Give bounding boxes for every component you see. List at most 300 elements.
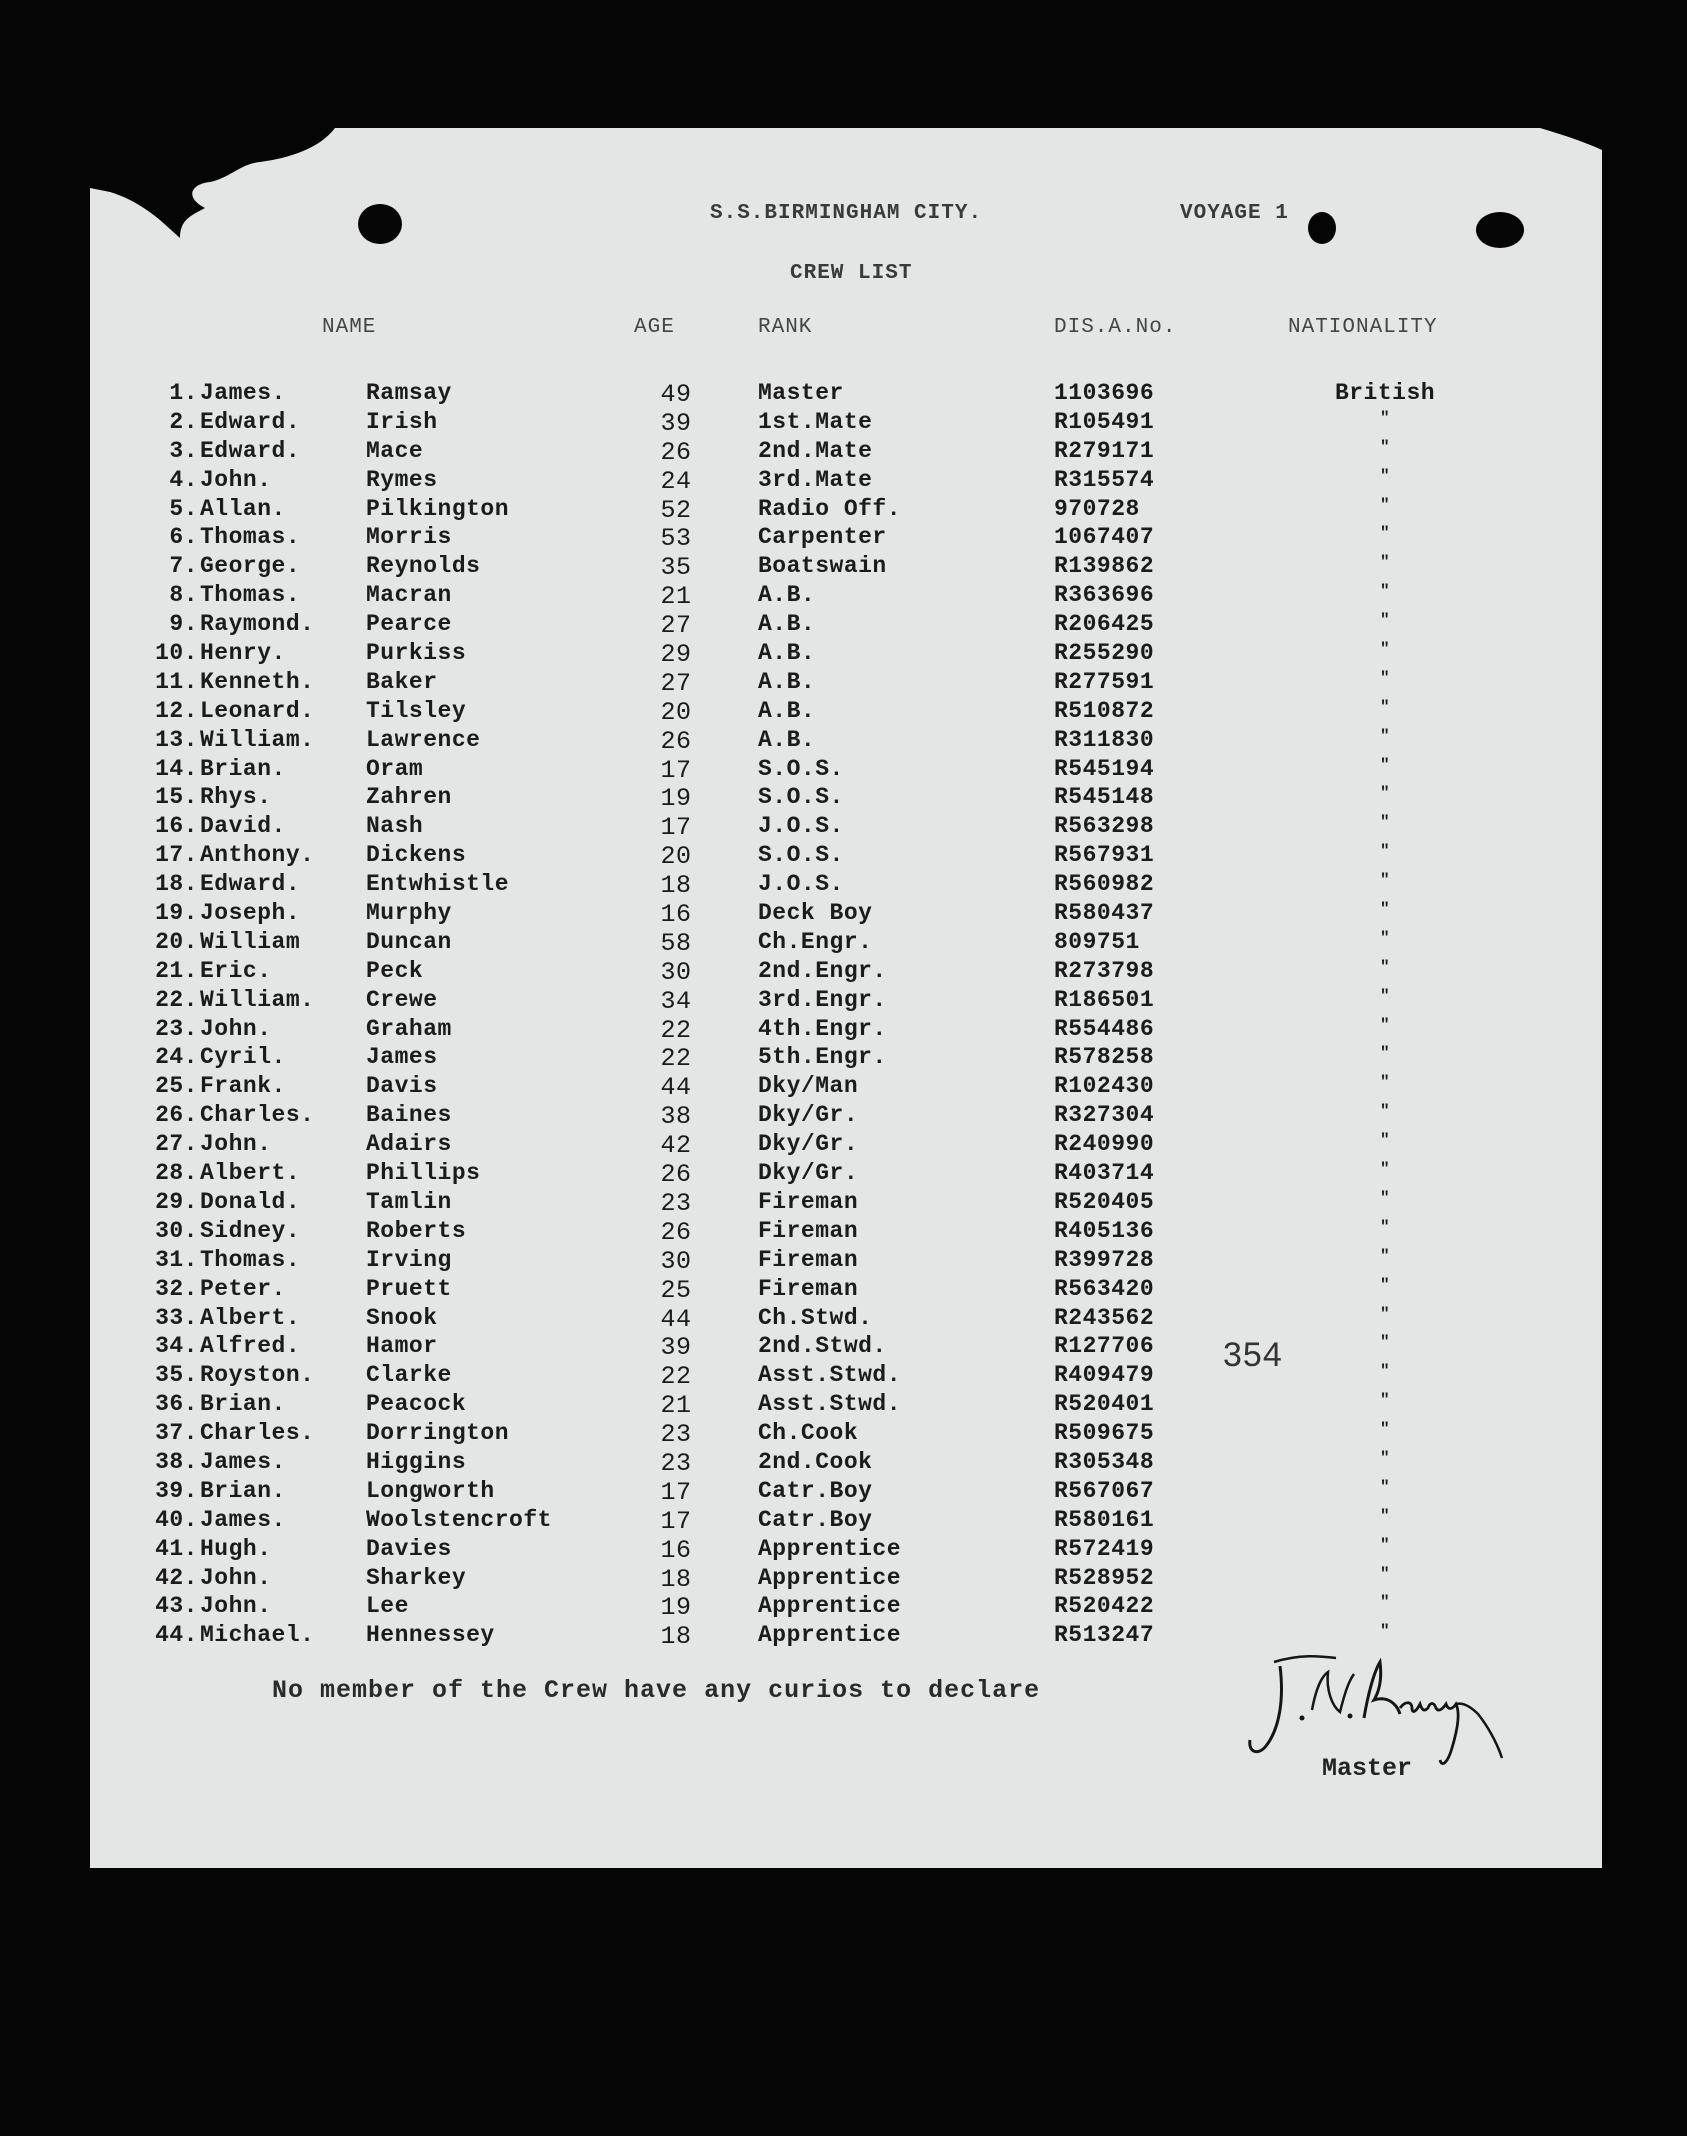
- crew-dis-a-no: R105491: [1054, 408, 1155, 435]
- crew-surname: Morris: [366, 524, 452, 551]
- crew-row: [90, 1593, 1602, 1622]
- crew-number: 27.: [155, 1131, 198, 1158]
- crew-surname: Snook: [366, 1304, 438, 1331]
- crew-nationality: ": [1379, 1131, 1391, 1150]
- crew-row: [90, 698, 1602, 727]
- crew-age: 19: [660, 1593, 692, 1623]
- crew-dis-a-no: R403714: [1054, 1160, 1155, 1187]
- crew-age: 17: [660, 813, 692, 843]
- crew-row: [90, 409, 1602, 438]
- crew-rank: Asst.Stwd.: [758, 1391, 902, 1418]
- crew-row: [90, 1478, 1602, 1507]
- crew-surname: Clarke: [366, 1362, 452, 1389]
- crew-nationality: ": [1379, 1420, 1391, 1439]
- crew-nationality: ": [1379, 1304, 1391, 1323]
- crew-dis-a-no: 809751: [1054, 928, 1140, 955]
- crew-row: [90, 1189, 1602, 1218]
- crew-age: 21: [660, 582, 692, 612]
- crew-dis-a-no: R273798: [1054, 957, 1155, 984]
- crew-age: 58: [660, 928, 692, 958]
- crew-number: 21.: [155, 957, 198, 984]
- crew-age: 29: [660, 640, 692, 670]
- crew-first-name: David.: [200, 813, 286, 840]
- crew-surname: Peck: [366, 957, 424, 984]
- crew-dis-a-no: R563298: [1054, 813, 1155, 840]
- crew-age: 49: [660, 380, 692, 409]
- crew-rank: Deck Boy: [758, 900, 873, 927]
- crew-surname: Pruett: [366, 1275, 452, 1302]
- crew-row: [90, 524, 1602, 553]
- crew-dis-a-no: R520405: [1054, 1188, 1155, 1215]
- crew-nationality: ": [1379, 871, 1391, 890]
- crew-age: 27: [660, 668, 692, 698]
- crew-dis-a-no: R409479: [1054, 1362, 1155, 1389]
- crew-number: 14.: [155, 755, 198, 782]
- crew-nationality: ": [1379, 1217, 1391, 1236]
- crew-number: 35.: [155, 1362, 198, 1389]
- crew-surname: Hamor: [366, 1333, 438, 1360]
- crew-nationality: ": [1379, 1362, 1391, 1381]
- stamp-number: 354: [1223, 1336, 1283, 1374]
- ship-name: S.S.BIRMINGHAM CITY.: [710, 202, 983, 225]
- crew-number: 5.: [169, 495, 198, 522]
- crew-first-name: Thomas.: [200, 582, 301, 609]
- crew-number: 24.: [155, 1044, 198, 1071]
- crew-first-name: Anthony.: [200, 842, 315, 869]
- crew-number: 38.: [155, 1448, 198, 1475]
- crew-surname: Macran: [366, 582, 452, 609]
- crew-rank: 3rd.Engr.: [758, 986, 887, 1013]
- crew-number: 9.: [169, 611, 198, 638]
- crew-nationality: ": [1379, 697, 1391, 716]
- crew-nationality: ": [1379, 1246, 1391, 1265]
- crew-row: [90, 1420, 1602, 1449]
- crew-row: [90, 1102, 1602, 1131]
- crew-surname: Rymes: [366, 466, 438, 493]
- crew-dis-a-no: 1067407: [1054, 524, 1155, 551]
- crew-nationality: ": [1379, 1477, 1391, 1496]
- list-title: CREW LIST: [790, 262, 913, 285]
- crew-rank: 1st.Mate: [758, 408, 873, 435]
- crew-row: [90, 1391, 1602, 1420]
- crew-first-name: Michael.: [200, 1622, 315, 1649]
- crew-age: 53: [660, 524, 692, 554]
- crew-rank: Apprentice: [758, 1622, 902, 1649]
- crew-age: 16: [660, 1535, 692, 1565]
- crew-nationality: ": [1379, 611, 1391, 630]
- crew-first-name: William.: [200, 986, 315, 1013]
- crew-row: [90, 553, 1602, 582]
- crew-first-name: Edward.: [200, 408, 301, 435]
- crew-first-name: Rhys.: [200, 784, 272, 811]
- crew-dis-a-no: R567931: [1054, 842, 1155, 869]
- crew-surname: Baker: [366, 668, 438, 695]
- crew-nationality: ": [1379, 1015, 1391, 1034]
- crew-age: 17: [660, 755, 692, 785]
- crew-dis-a-no: R311830: [1054, 726, 1155, 753]
- column-header-name: NAME: [322, 316, 377, 339]
- crew-first-name: Charles.: [200, 1102, 315, 1129]
- crew-rank: 5th.Engr.: [758, 1044, 887, 1071]
- crew-row: [90, 900, 1602, 929]
- crew-nationality: ": [1379, 842, 1391, 861]
- crew-surname: Crewe: [366, 986, 438, 1013]
- crew-first-name: William.: [200, 726, 315, 753]
- crew-list: [90, 380, 1602, 1651]
- crew-first-name: Joseph.: [200, 900, 301, 927]
- crew-surname: Purkiss: [366, 640, 467, 667]
- crew-row: [90, 1218, 1602, 1247]
- crew-surname: Duncan: [366, 928, 452, 955]
- crew-surname: Roberts: [366, 1217, 467, 1244]
- crew-nationality: ": [1379, 1593, 1391, 1612]
- crew-age: 38: [660, 1102, 692, 1132]
- voyage-number: VOYAGE 1: [1180, 202, 1289, 225]
- crew-rank: Boatswain: [758, 553, 887, 580]
- crew-dis-a-no: R186501: [1054, 986, 1155, 1013]
- crew-age: 18: [660, 1564, 692, 1594]
- crew-nationality: ": [1379, 1044, 1391, 1063]
- crew-row: [90, 1247, 1602, 1276]
- crew-number: 10.: [155, 640, 198, 667]
- crew-rank: Carpenter: [758, 524, 887, 551]
- crew-row: [90, 871, 1602, 900]
- crew-first-name: Raymond.: [200, 611, 315, 638]
- crew-row: [90, 1449, 1602, 1478]
- crew-age: 30: [660, 957, 692, 987]
- crew-row: [90, 1333, 1602, 1362]
- column-header-age: AGE: [634, 316, 675, 339]
- crew-rank: S.O.S.: [758, 842, 844, 869]
- crew-first-name: Thomas.: [200, 524, 301, 551]
- crew-age: 42: [660, 1131, 692, 1161]
- crew-surname: Baines: [366, 1102, 452, 1129]
- crew-rank: Fireman: [758, 1217, 859, 1244]
- crew-number: 40.: [155, 1506, 198, 1533]
- crew-age: 44: [660, 1073, 692, 1103]
- crew-nationality: ": [1379, 668, 1391, 687]
- crew-surname: Davis: [366, 1073, 438, 1100]
- crew-first-name: Edward.: [200, 437, 301, 464]
- crew-surname: James: [366, 1044, 438, 1071]
- crew-nationality: ": [1379, 640, 1391, 659]
- crew-age: 39: [660, 1333, 692, 1363]
- crew-row: [90, 756, 1602, 785]
- crew-number: 13.: [155, 726, 198, 753]
- crew-rank: Dky/Man: [758, 1073, 859, 1100]
- crew-surname: Nash: [366, 813, 424, 840]
- crew-rank: A.B.: [758, 726, 816, 753]
- crew-surname: Entwhistle: [366, 871, 510, 898]
- crew-age: 17: [660, 1506, 692, 1536]
- crew-dis-a-no: R206425: [1054, 611, 1155, 638]
- crew-number: 8.: [169, 582, 198, 609]
- crew-number: 22.: [155, 986, 198, 1013]
- crew-rank: Fireman: [758, 1246, 859, 1273]
- crew-rank: Dky/Gr.: [758, 1160, 859, 1187]
- crew-age: 26: [660, 726, 692, 756]
- crew-first-name: Sidney.: [200, 1217, 301, 1244]
- crew-rank: Catr.Boy: [758, 1477, 873, 1504]
- crew-dis-a-no: R520401: [1054, 1391, 1155, 1418]
- crew-number: 17.: [155, 842, 198, 869]
- crew-nationality: ": [1379, 1073, 1391, 1092]
- crew-number: 31.: [155, 1246, 198, 1273]
- crew-first-name: James.: [200, 1506, 286, 1533]
- crew-age: 16: [660, 900, 692, 930]
- crew-row: [90, 727, 1602, 756]
- crew-dis-a-no: R580161: [1054, 1506, 1155, 1533]
- crew-age: 26: [660, 1217, 692, 1247]
- crew-row: [90, 1131, 1602, 1160]
- crew-first-name: Leonard.: [200, 697, 315, 724]
- crew-age: 22: [660, 1362, 692, 1392]
- crew-nationality: ": [1379, 1102, 1391, 1121]
- crew-first-name: Brian.: [200, 755, 286, 782]
- crew-nationality: ": [1379, 1506, 1391, 1525]
- crew-first-name: George.: [200, 553, 301, 580]
- crew-dis-a-no: R279171: [1054, 437, 1155, 464]
- crew-number: 16.: [155, 813, 198, 840]
- crew-age: 35: [660, 553, 692, 583]
- crew-dis-a-no: R277591: [1054, 668, 1155, 695]
- column-header-rank: RANK: [758, 316, 813, 339]
- crew-surname: Pearce: [366, 611, 452, 638]
- crew-first-name: John.: [200, 1593, 272, 1620]
- crew-row: [90, 1016, 1602, 1045]
- crew-age: 52: [660, 495, 692, 525]
- crew-dis-a-no: R545194: [1054, 755, 1155, 782]
- crew-first-name: Hugh.: [200, 1535, 272, 1562]
- crew-surname: Lee: [366, 1593, 409, 1620]
- crew-dis-a-no: R545148: [1054, 784, 1155, 811]
- crew-nationality: ": [1379, 726, 1391, 745]
- crew-dis-a-no: R255290: [1054, 640, 1155, 667]
- crew-rank: Asst.Stwd.: [758, 1362, 902, 1389]
- crew-first-name: John.: [200, 1564, 272, 1591]
- crew-first-name: James.: [200, 1448, 286, 1475]
- crew-row: [90, 669, 1602, 698]
- crew-dis-a-no: 1103696: [1054, 380, 1155, 406]
- crew-number: 15.: [155, 784, 198, 811]
- crew-nationality: ": [1379, 900, 1391, 919]
- crew-first-name: Kenneth.: [200, 668, 315, 695]
- crew-nationality: ": [1379, 1188, 1391, 1207]
- crew-row: [90, 1565, 1602, 1594]
- crew-dis-a-no: R580437: [1054, 900, 1155, 927]
- crew-row: [90, 1073, 1602, 1102]
- crew-first-name: Brian.: [200, 1391, 286, 1418]
- crew-first-name: James.: [200, 380, 286, 406]
- crew-first-name: Henry.: [200, 640, 286, 667]
- crew-age: 22: [660, 1044, 692, 1074]
- crew-dis-a-no: R127706: [1054, 1333, 1155, 1360]
- crew-dis-a-no: R243562: [1054, 1304, 1155, 1331]
- crew-rank: 4th.Engr.: [758, 1015, 887, 1042]
- crew-dis-a-no: R554486: [1054, 1015, 1155, 1042]
- crew-number: 7.: [169, 553, 198, 580]
- crew-age: 24: [660, 466, 692, 496]
- crew-dis-a-no: R305348: [1054, 1448, 1155, 1475]
- crew-rank: Master: [758, 380, 844, 406]
- crew-row: [90, 1044, 1602, 1073]
- crew-surname: Reynolds: [366, 553, 481, 580]
- crew-age: 20: [660, 842, 692, 872]
- crew-nationality: ": [1379, 813, 1391, 832]
- crew-first-name: Albert.: [200, 1304, 301, 1331]
- crew-row: [90, 958, 1602, 987]
- document-page: [90, 128, 1602, 1868]
- crew-row: [90, 438, 1602, 467]
- crew-first-name: John.: [200, 1131, 272, 1158]
- crew-dis-a-no: R405136: [1054, 1217, 1155, 1244]
- crew-first-name: Alfred.: [200, 1333, 301, 1360]
- crew-first-name: Eric.: [200, 957, 272, 984]
- crew-rank: Ch.Engr.: [758, 928, 873, 955]
- crew-age: 23: [660, 1188, 692, 1218]
- crew-nationality: ": [1379, 408, 1391, 427]
- crew-surname: Davies: [366, 1535, 452, 1562]
- crew-rank: J.O.S.: [758, 871, 844, 898]
- column-header-nationality: NATIONALITY: [1288, 316, 1438, 339]
- crew-rank: 2nd.Cook: [758, 1448, 873, 1475]
- crew-row: [90, 582, 1602, 611]
- crew-surname: Dickens: [366, 842, 467, 869]
- crew-number: 28.: [155, 1160, 198, 1187]
- crew-surname: Zahren: [366, 784, 452, 811]
- crew-nationality: ": [1379, 1564, 1391, 1583]
- crew-first-name: Charles.: [200, 1420, 315, 1447]
- crew-row: [90, 987, 1602, 1016]
- crew-rank: Apprentice: [758, 1593, 902, 1620]
- crew-row: [90, 611, 1602, 640]
- crew-dis-a-no: R509675: [1054, 1420, 1155, 1447]
- crew-rank: A.B.: [758, 611, 816, 638]
- crew-nationality: ": [1379, 755, 1391, 774]
- crew-rank: Ch.Cook: [758, 1420, 859, 1447]
- crew-dis-a-no: R560982: [1054, 871, 1155, 898]
- crew-nationality: ": [1379, 957, 1391, 976]
- crew-surname: Higgins: [366, 1448, 467, 1475]
- crew-row: [90, 1305, 1602, 1334]
- crew-rank: A.B.: [758, 668, 816, 695]
- crew-rank: Apprentice: [758, 1535, 902, 1562]
- crew-rank: Radio Off.: [758, 495, 902, 522]
- crew-surname: Oram: [366, 755, 424, 782]
- crew-nationality: ": [1379, 582, 1391, 601]
- crew-surname: Graham: [366, 1015, 452, 1042]
- crew-first-name: Brian.: [200, 1477, 286, 1504]
- crew-age: 19: [660, 784, 692, 814]
- crew-dis-a-no: R578258: [1054, 1044, 1155, 1071]
- crew-nationality: ": [1379, 437, 1391, 456]
- crew-age: 25: [660, 1275, 692, 1305]
- crew-age: 20: [660, 697, 692, 727]
- crew-number: 42.: [155, 1564, 198, 1591]
- crew-dis-a-no: R520422: [1054, 1593, 1155, 1620]
- crew-dis-a-no: 970728: [1054, 495, 1140, 522]
- crew-row: [90, 813, 1602, 842]
- crew-number: 3.: [169, 437, 198, 464]
- crew-rank: 2nd.Mate: [758, 437, 873, 464]
- crew-first-name: John.: [200, 1015, 272, 1042]
- crew-number: 4.: [169, 466, 198, 493]
- crew-surname: Lawrence: [366, 726, 481, 753]
- signature-title: Master: [1322, 1754, 1413, 1783]
- crew-surname: Woolstencroft: [366, 1506, 552, 1533]
- crew-number: 34.: [155, 1333, 198, 1360]
- crew-rank: 2nd.Stwd.: [758, 1333, 887, 1360]
- crew-number: 43.: [155, 1593, 198, 1620]
- crew-rank: Dky/Gr.: [758, 1102, 859, 1129]
- crew-number: 44.: [155, 1622, 198, 1649]
- crew-row: [90, 1362, 1602, 1391]
- crew-rank: 2nd.Engr.: [758, 957, 887, 984]
- crew-number: 32.: [155, 1275, 198, 1302]
- crew-surname: Longworth: [366, 1477, 495, 1504]
- crew-age: 30: [660, 1246, 692, 1276]
- crew-nationality: ": [1379, 1391, 1391, 1410]
- crew-row: [90, 929, 1602, 958]
- crew-number: 1.: [169, 380, 198, 406]
- crew-first-name: John.: [200, 466, 272, 493]
- crew-dis-a-no: R139862: [1054, 553, 1155, 580]
- crew-number: 23.: [155, 1015, 198, 1042]
- crew-first-name: Frank.: [200, 1073, 286, 1100]
- crew-surname: Pilkington: [366, 495, 510, 522]
- crew-dis-a-no: R363696: [1054, 582, 1155, 609]
- declaration-note: No member of the Crew have any curios to declare: [272, 1676, 1041, 1705]
- crew-number: 29.: [155, 1188, 198, 1215]
- crew-surname: Murphy: [366, 900, 452, 927]
- crew-number: 30.: [155, 1217, 198, 1244]
- crew-nationality: ": [1379, 1275, 1391, 1294]
- crew-rank: Dky/Gr.: [758, 1131, 859, 1158]
- crew-surname: Tilsley: [366, 697, 467, 724]
- crew-row: [90, 380, 1602, 409]
- crew-dis-a-no: R327304: [1054, 1102, 1155, 1129]
- crew-age: 27: [660, 611, 692, 641]
- crew-nationality: British: [1334, 380, 1436, 406]
- crew-row: [90, 1536, 1602, 1565]
- crew-number: 12.: [155, 697, 198, 724]
- crew-age: 22: [660, 1015, 692, 1045]
- crew-row: [90, 784, 1602, 813]
- crew-dis-a-no: R528952: [1054, 1564, 1155, 1591]
- crew-row: [90, 1622, 1602, 1651]
- crew-dis-a-no: R510872: [1054, 697, 1155, 724]
- crew-nationality: ": [1379, 495, 1391, 514]
- crew-nationality: ": [1379, 986, 1391, 1005]
- crew-row: [90, 1160, 1602, 1189]
- crew-nationality: ": [1379, 928, 1391, 947]
- crew-first-name: William: [200, 928, 301, 955]
- crew-dis-a-no: R102430: [1054, 1073, 1155, 1100]
- crew-dis-a-no: R399728: [1054, 1246, 1155, 1273]
- crew-number: 36.: [155, 1391, 198, 1418]
- crew-first-name: Royston.: [200, 1362, 315, 1389]
- crew-dis-a-no: R572419: [1054, 1535, 1155, 1562]
- crew-first-name: Cyril.: [200, 1044, 286, 1071]
- crew-rank: 3rd.Mate: [758, 466, 873, 493]
- crew-first-name: Donald.: [200, 1188, 301, 1215]
- crew-nationality: ": [1379, 524, 1391, 543]
- crew-age: 26: [660, 437, 692, 467]
- crew-age: 18: [660, 871, 692, 901]
- crew-age: 17: [660, 1477, 692, 1507]
- crew-number: 39.: [155, 1477, 198, 1504]
- crew-rank: S.O.S.: [758, 784, 844, 811]
